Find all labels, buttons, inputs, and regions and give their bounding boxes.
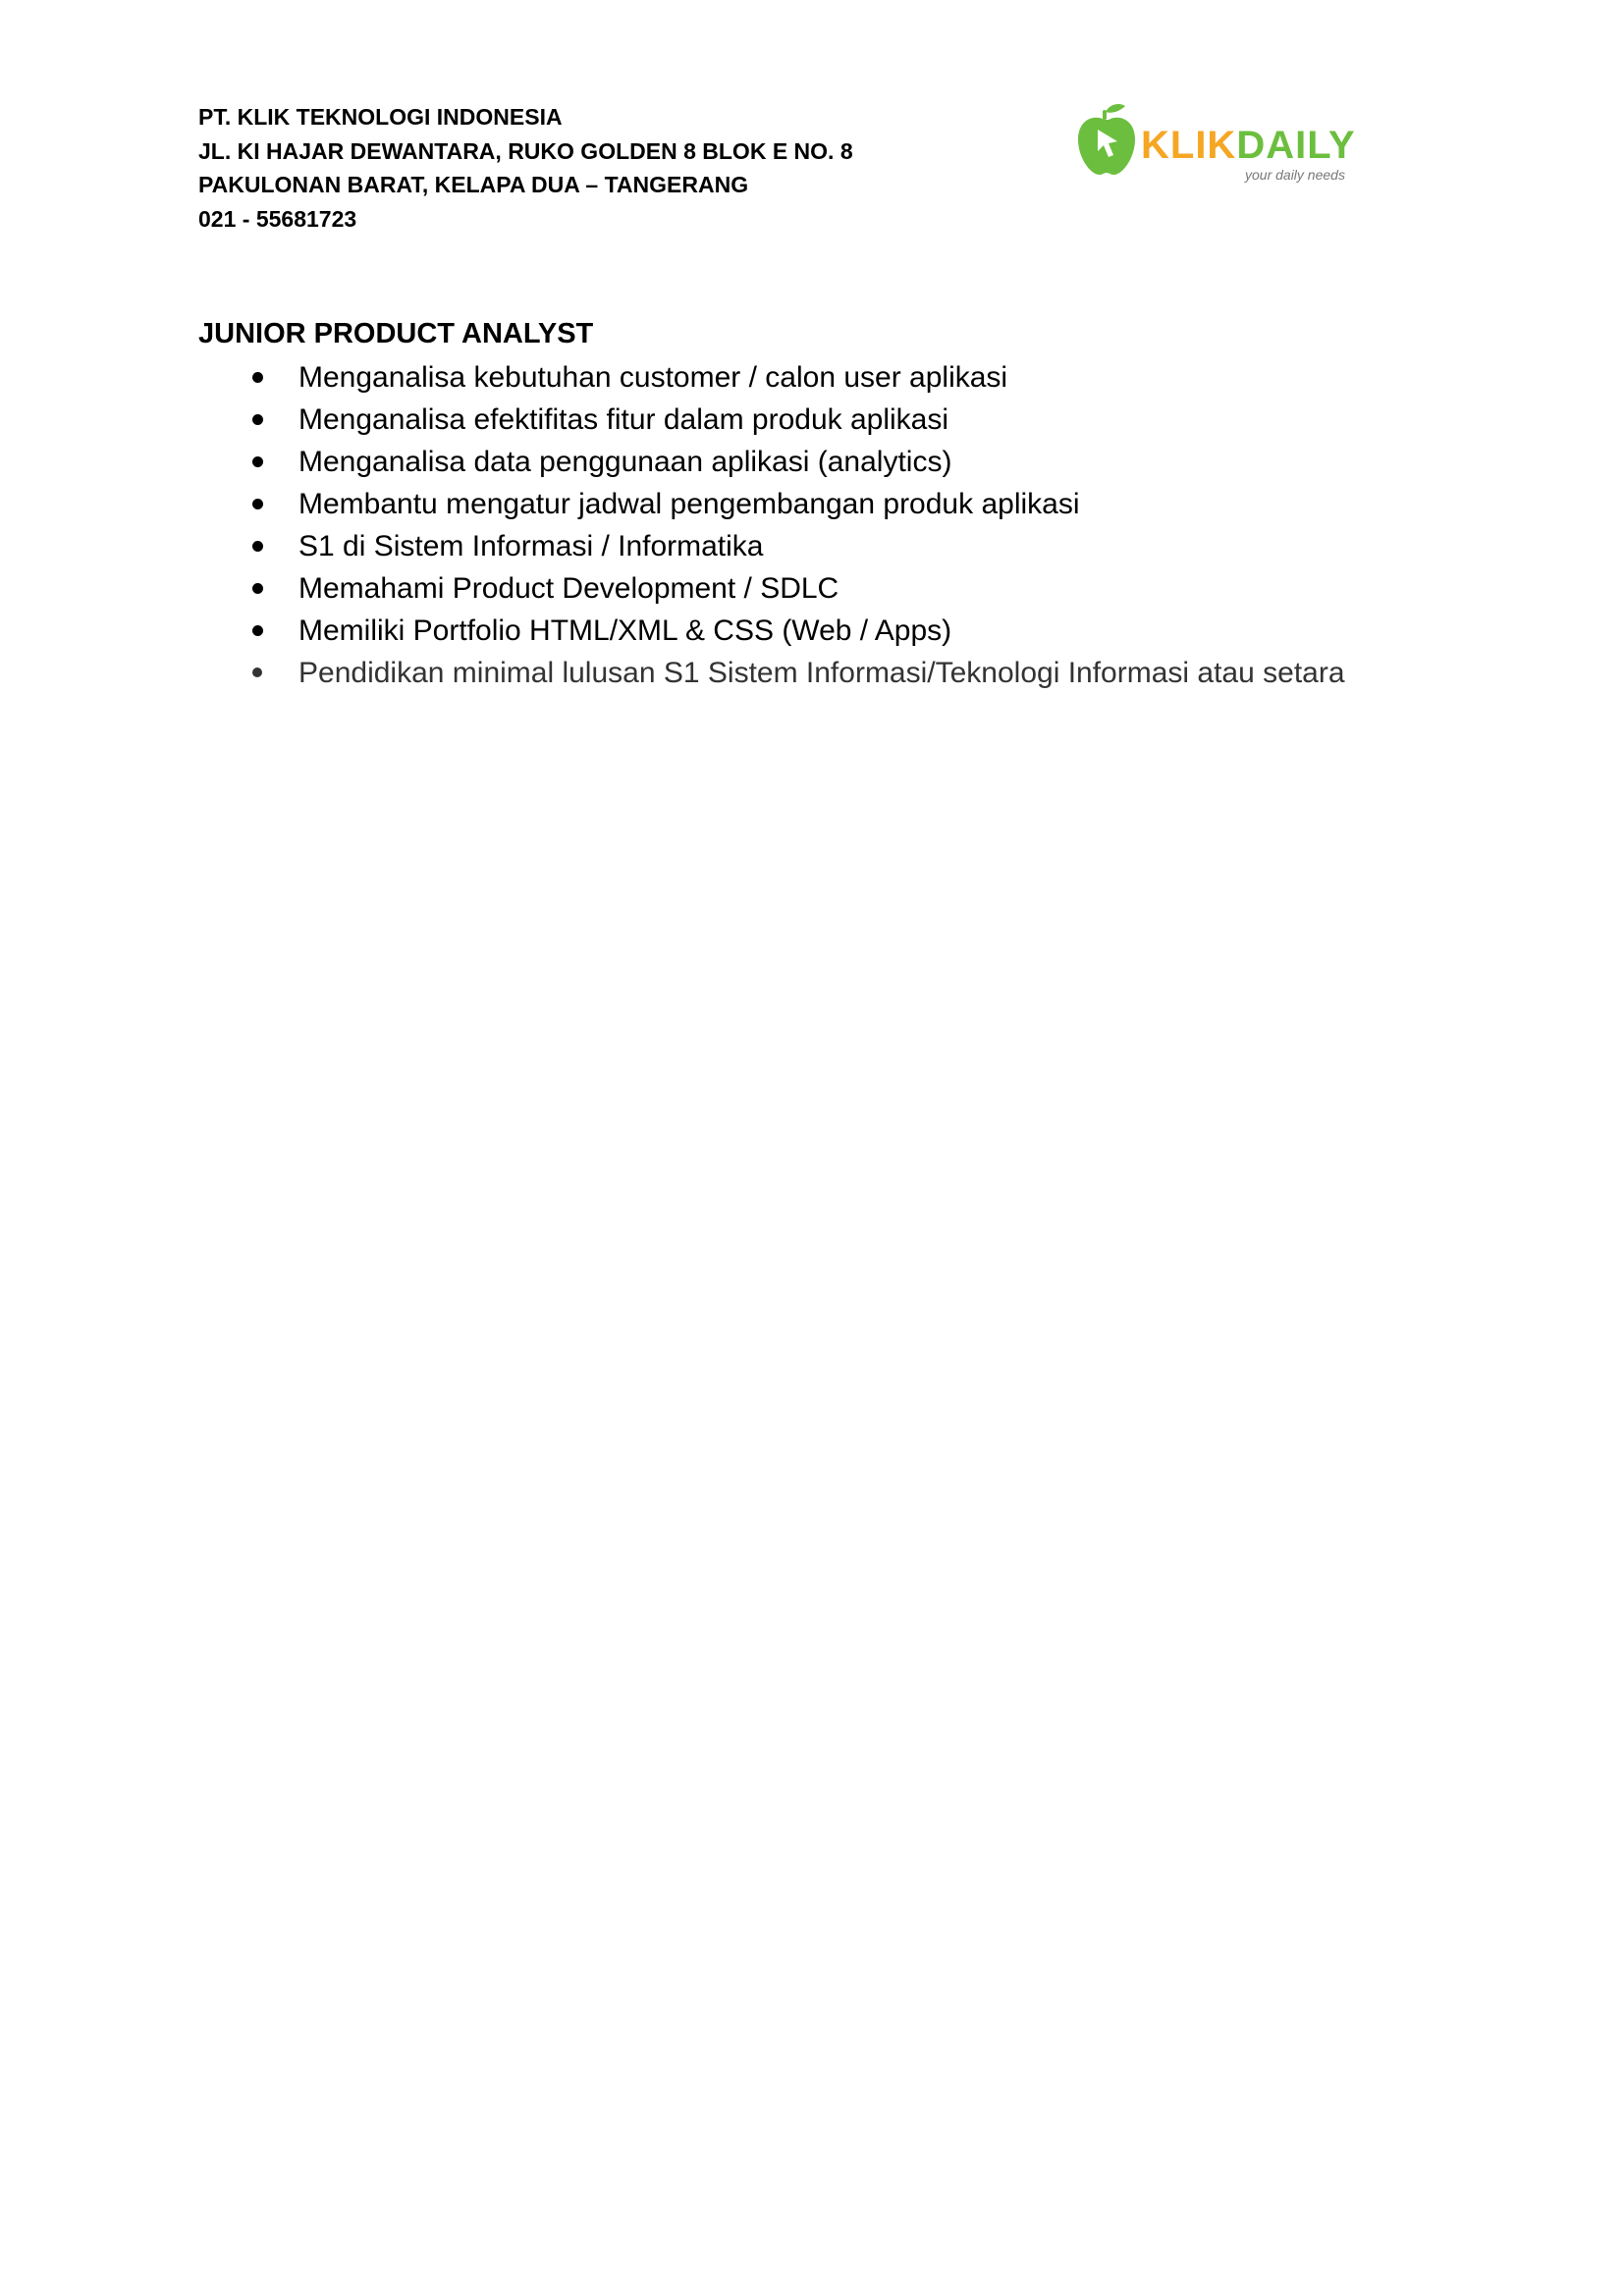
requirement-text: Membantu mengatur jadwal pengembangan produk aplikasi <box>298 488 1080 520</box>
list-item <box>198 441 1475 483</box>
requirement-text: Menganalisa data penggunaan aplikasi (analytics) <box>298 446 952 478</box>
logo-word-daily: DAILY <box>1236 124 1356 167</box>
logo-word-klik: KLIK <box>1141 124 1237 167</box>
list-item <box>198 567 1475 610</box>
requirements-list <box>198 356 1475 694</box>
company-phone: 021 - 55681723 <box>198 205 357 232</box>
company-name: PT. KLIK TEKNOLOGI INDONESIA <box>198 104 563 130</box>
bullet-icon <box>252 667 262 677</box>
bullet-icon <box>252 456 263 467</box>
list-item <box>198 610 1475 652</box>
bullet-icon <box>252 541 263 552</box>
company-address-block <box>198 100 1003 236</box>
job-title: JUNIOR PRODUCT ANALYST <box>198 318 594 349</box>
list-item <box>198 483 1475 525</box>
requirement-text: Menganalisa kebutuhan customer / calon user aplikasi <box>298 361 1008 394</box>
klikdaily-logo <box>1076 102 1371 185</box>
bullet-icon <box>252 414 263 425</box>
requirement-text: Pendidikan minimal lulusan S1 Sistem Informasi/Teknologi Informasi atau setara <box>298 657 1345 689</box>
requirement-text: Menganalisa efektifitas fitur dalam produk aplikasi <box>298 403 949 436</box>
list-item <box>198 525 1475 567</box>
list-item <box>198 652 1475 694</box>
requirement-text: S1 di Sistem Informasi / Informatika <box>298 530 764 562</box>
list-item <box>198 399 1475 441</box>
bullet-icon <box>252 372 263 383</box>
logo-tagline: your daily needs <box>1245 167 1345 183</box>
bullet-icon <box>252 499 263 509</box>
requirement-text: Memahami Product Development / SDLC <box>298 572 839 605</box>
logo-wordmark <box>1141 124 1356 167</box>
apple-cursor-icon <box>1076 102 1137 185</box>
bullet-icon <box>252 583 263 594</box>
requirement-text: Memiliki Portfolio HTML/XML & CSS (Web / Apps) <box>298 614 952 647</box>
list-item <box>198 356 1475 399</box>
company-street: JL. KI HAJAR DEWANTARA, RUKO GOLDEN 8 BLOK E NO. 8 <box>198 137 853 164</box>
bullet-icon <box>252 625 263 636</box>
company-district: PAKULONAN BARAT, KELAPA DUA – TANGERANG <box>198 172 749 197</box>
